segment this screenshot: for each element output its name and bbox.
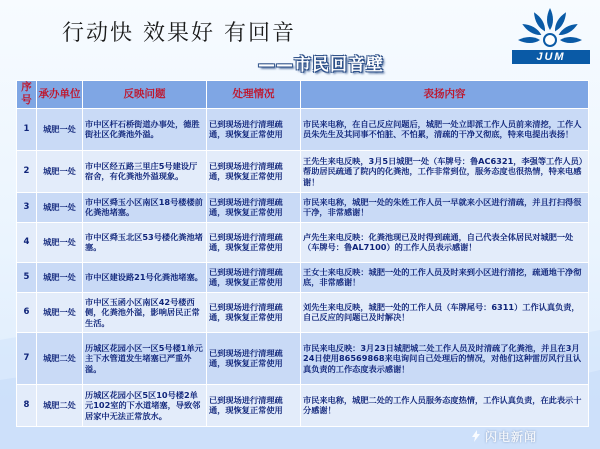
row-number: 4: [17, 222, 37, 262]
lightning-icon: [470, 430, 482, 442]
row-issue: 市中区经五路三里庄5号建设厅宿舍，有化粪池外溢现象。: [83, 150, 207, 192]
row-unit: 城肥一处: [37, 108, 83, 150]
row-praise: 市民来电反映：3月23日城肥城二处工作人员及时清疏了化粪池，并且在3月24日使用86569868来电询问自己处理后的情况，对他们这种雷厉风行且认真负责的工作态度表示感谢！: [301, 332, 589, 384]
row-unit: 城肥二处: [37, 332, 83, 384]
table-row: [17, 262, 589, 292]
row-issue: 历城区花园小区5区10号楼2单元102室的下水道堵塞，导致邻居家中无法正常放水。: [83, 384, 207, 426]
row-handling: 已到现场进行清理疏通，现恢复正常使用: [207, 108, 301, 150]
watermark-text: 闪电新闻: [485, 430, 538, 444]
row-handling: 已到现场进行清理疏通，现恢复正常使用: [207, 222, 301, 262]
praise-table: [16, 80, 589, 427]
table-row: [17, 192, 589, 222]
row-number: 5: [17, 262, 37, 292]
row-handling: 已到现场进行清理疏通，现恢复正常使用: [207, 192, 301, 222]
row-number: 8: [17, 384, 37, 426]
table-row: [17, 222, 589, 262]
row-praise: 王女士来电反映：城肥一处的工作人员及时来到小区进行清挖，疏通地干净彻底，非常感谢！: [301, 262, 589, 292]
table-row: [17, 384, 589, 426]
row-unit: 城肥一处: [37, 150, 83, 192]
row-praise: 市民来电称，在自己反应问题后，城肥一处立即派工作人员前来清挖，工作人员朱先生及其同事不怕脏、不怕累，清疏的干净又彻底，特来电提出表扬！: [301, 108, 589, 150]
row-handling: 已到现场进行清理疏通，现恢复正常使用: [207, 292, 301, 332]
headline: 行动快 效果好 有回音: [62, 21, 296, 46]
row-issue: 市中区建设路21号化粪池堵塞。: [83, 262, 207, 292]
row-number: 3: [17, 192, 37, 222]
row-praise: 刘先生来电反映，城肥一处的工作人员（车牌尾号：6311）工作认真负责，自己反应的问题已及时解决！: [301, 292, 589, 332]
row-praise: 王先生来电反映，3月5日城肥一处（车牌号：鲁AC6321，李强等工作人员）帮助居民疏通了院内的化粪池，工作非常到位，服务态度也很热情，特来电感谢！: [301, 150, 589, 192]
row-issue: 市中区舜玉小区南区18号楼楼前化粪池堵塞。: [83, 192, 207, 222]
row-handling: 已到现场进行清理疏通，现恢复正常使用: [207, 150, 301, 192]
row-number: 1: [17, 108, 37, 150]
company-logo-icon: [508, 6, 592, 78]
table-row: [17, 150, 589, 192]
row-handling: 已到现场进行清理疏通，现恢复正常使用: [207, 384, 301, 426]
column-header: 反映问题: [83, 81, 207, 109]
table-header-row: [17, 81, 589, 109]
table-row: [17, 108, 589, 150]
row-handling: 已到现场进行清理疏通，现恢复正常使用: [207, 262, 301, 292]
column-header: 序号: [17, 81, 37, 109]
column-header: 表扬内容: [301, 81, 589, 109]
row-praise: 市民来电称，城肥一处的朱姓工作人员一早就来小区进行清疏，并且打扫得很干净，非常感谢！: [301, 192, 589, 222]
row-issue: 历城区花园小区一区5号楼1单元主下水管道发生堵塞已严重外溢。: [83, 332, 207, 384]
row-unit: 城肥二处: [37, 384, 83, 426]
row-number: 2: [17, 150, 37, 192]
row-unit: 城肥一处: [37, 222, 83, 262]
row-handling: 已到现场进行清理疏通，现恢复正常使用: [207, 332, 301, 384]
column-header: 处理情况: [207, 81, 301, 109]
column-header: 承办单位: [37, 81, 83, 109]
row-unit: 城肥一处: [37, 292, 83, 332]
row-issue: 市中区玉函小区南区42号楼西侧，化粪池外溢，影响居民正常生活。: [83, 292, 207, 332]
subtitle: ——市民回音壁: [258, 55, 384, 75]
row-issue: 市中区舜玉北区53号楼化粪池堵塞。: [83, 222, 207, 262]
row-praise: 卢先生来电反映：化粪池现已及时得到疏通，自己代表全体居民对城肥一处（车牌号：鲁AL7100）的工作人员表示感谢！: [301, 222, 589, 262]
row-number: 6: [17, 292, 37, 332]
logo-text: JUM: [512, 50, 590, 64]
row-issue: 市中区杆石桥街道办事处，德胜街社区化粪池外溢。: [83, 108, 207, 150]
row-unit: 城肥一处: [37, 262, 83, 292]
table-row: [17, 292, 589, 332]
watermark: [470, 428, 537, 445]
row-number: 7: [17, 332, 37, 384]
row-unit: 城肥一处: [37, 192, 83, 222]
row-praise: 市民来电称，城肥二处的工作人员服务态度热情，工作认真负责，在此表示十分感谢！: [301, 384, 589, 426]
table-row: [17, 332, 589, 384]
